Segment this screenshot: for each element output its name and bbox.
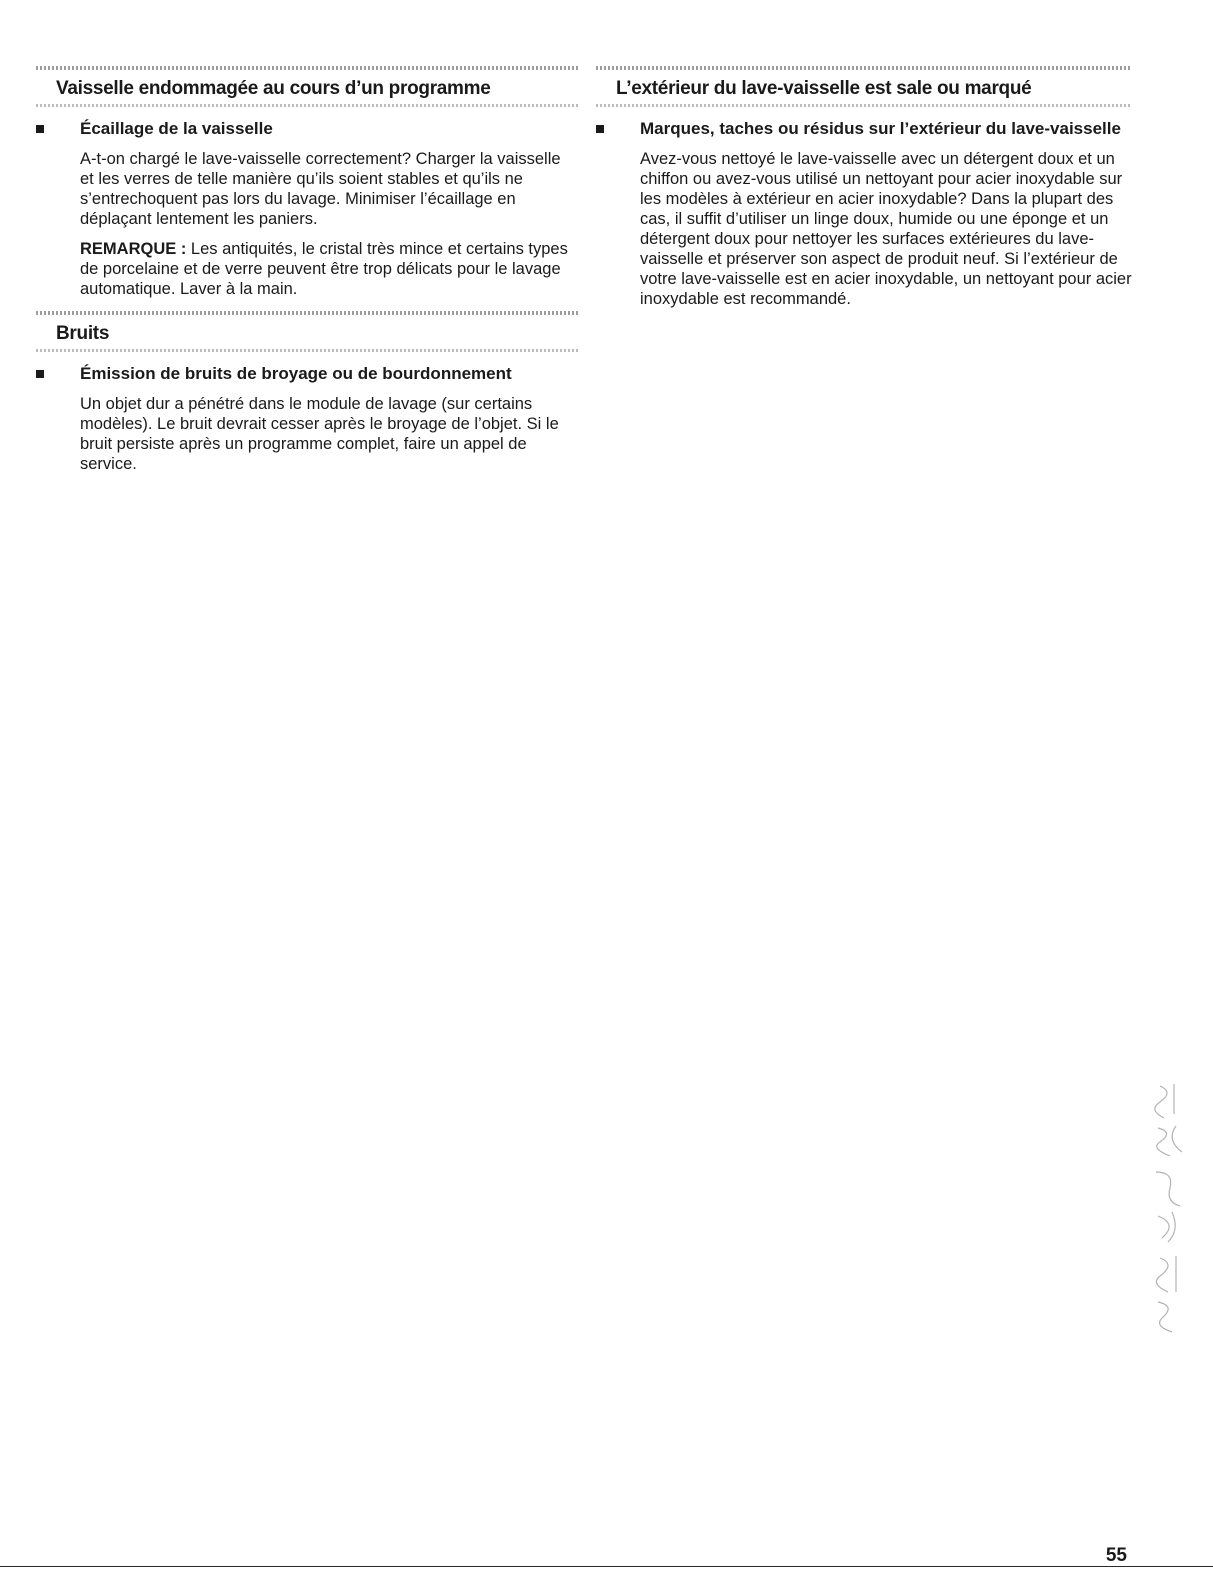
section-rule-bottom — [36, 104, 578, 107]
right-column — [596, 66, 1132, 309]
section-header-noise — [36, 311, 578, 352]
footer-rule — [0, 1566, 1213, 1567]
issue-chipping — [36, 119, 578, 299]
note-text: Les antiquités, le cristal très mince et certains types de porcelaine et de verre peuvent être trop délicats pour le lavage automatique. Laver à la main. — [80, 240, 568, 298]
section-rule-bottom — [36, 349, 578, 352]
issue-paragraph: Un objet dur a pénétré dans le module de lavage (sur certains modèles). Le bruit devrait cesser après le broyage de l’objet. Si le bruit persiste après un programme complet, faire un appel de service. — [80, 395, 559, 473]
issue-grinding-noise — [36, 364, 578, 474]
section-title: Vaisselle endommagée au cours d’un programme — [56, 78, 491, 99]
section-rule-bottom — [596, 104, 1132, 107]
note-paragraph — [80, 239, 578, 299]
section-rule-top — [36, 311, 578, 315]
issue-paragraph: Avez-vous nettoyé le lave-vaisselle avec un détergent doux et un chiffon ou avez-vous utilisé un nettoyant pour acier inoxydable sur les modèles à extérieur en acier inoxydable? Dans la plupart des cas, il suffit d’utiliser un linge doux, humide ou une éponge et un détergent doux pour nettoyer les surfaces extérieures du lave-vaisselle et préserver son aspect de produit neuf. Si l’extérieur de votre lave-vaisselle est en acier inoxydable, un nettoyant pour acier inoxydable est recommandé. — [640, 150, 1132, 308]
note-label: REMARQUE : — [80, 240, 187, 258]
section-header-exterior-dirty — [596, 66, 1132, 107]
issue-exterior-marks — [596, 119, 1132, 309]
issue-title: Marques, taches ou résidus sur l’extérieur du lave-vaisselle — [640, 119, 1121, 138]
side-scan-mark-icon — [1150, 1080, 1190, 1340]
issue-title: Émission de bruits de broyage ou de bourdonnement — [80, 364, 512, 383]
left-column — [36, 66, 578, 474]
issue-paragraph: A-t-on chargé le lave-vaisselle correctement? Charger la vaisselle et les verres de telle manière qu’ils soient stables et qu’ils ne s’entrechoquent pas lors du lavage. Minimiser l’écaillage en déplaçant lentement les paniers. — [80, 150, 561, 228]
page-number: 55 — [1105, 1545, 1127, 1566]
section-rule-top — [36, 66, 578, 70]
section-rule-top — [596, 66, 1132, 70]
section-header-damaged-dishes — [36, 66, 578, 107]
bullet-icon — [596, 125, 604, 133]
section-title: Bruits — [56, 323, 110, 344]
bullet-icon — [36, 370, 44, 378]
section-title: L’extérieur du lave-vaisselle est sale ou marqué — [616, 78, 1032, 99]
bullet-icon — [36, 125, 44, 133]
issue-title: Écaillage de la vaisselle — [80, 119, 273, 138]
